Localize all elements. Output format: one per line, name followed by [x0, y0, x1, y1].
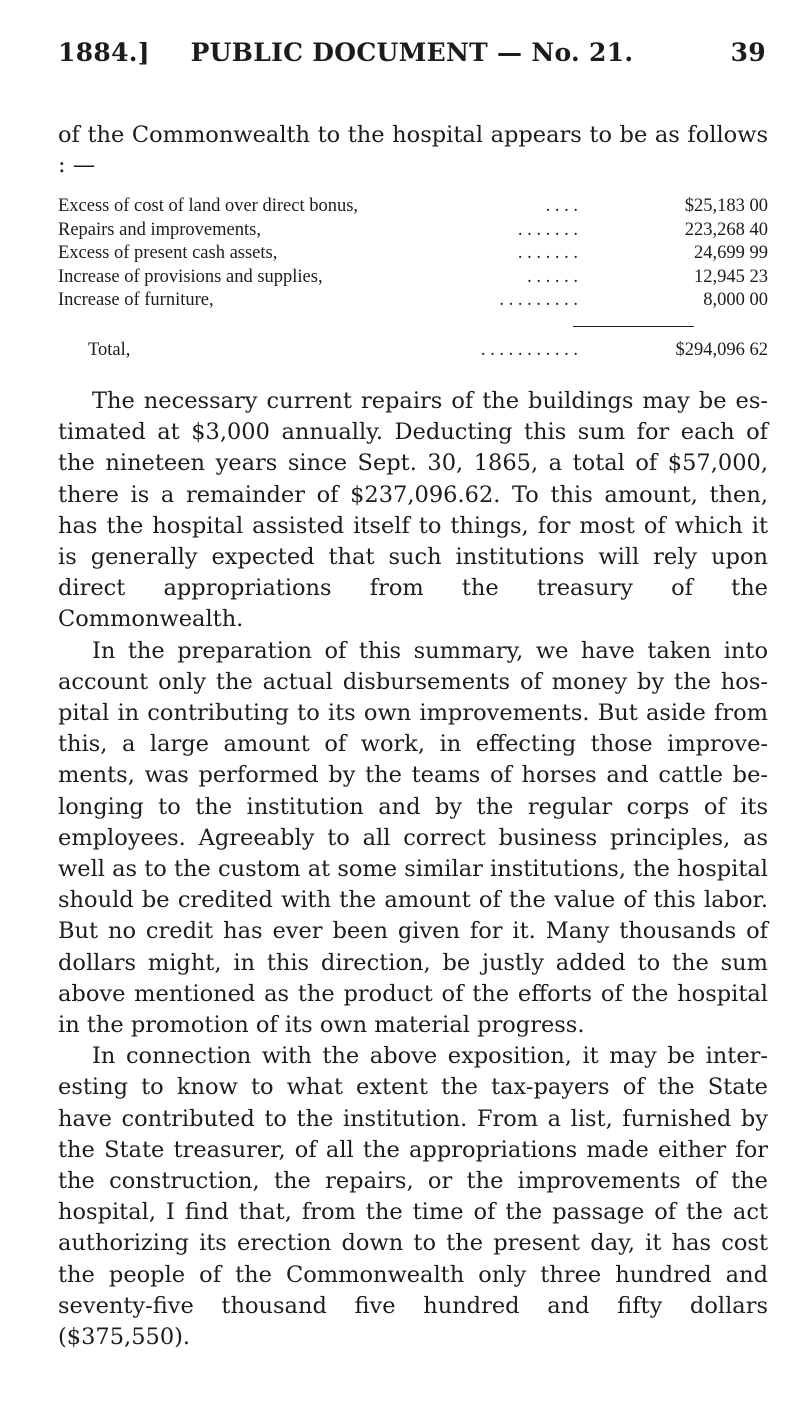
row-leader: . . . .: [545, 196, 578, 216]
row-leader: . . . . . . .: [517, 243, 578, 263]
row-amount: 24,699 99: [694, 243, 768, 263]
row-leader: . . . . . . . . .: [499, 290, 578, 310]
total-row: [58, 340, 768, 366]
row-amount: 8,000 00: [703, 290, 768, 310]
row-amount: 223,268 40: [684, 219, 768, 240]
total-leader: . . . . . . . . . . .: [480, 340, 578, 360]
paragraph: In the preparation of this summary, we have taken into account only the actual disbursements of money by the hospital in contributing to its own improvements. But aside from this, a large amount of work, in effecting those improvements, was performed by the teams of horses and cattle belonging to the institution and by the regular corps of its employees. Agreeably to all correct business principles, as well as to the custom at some similar institutions, the hospital should be credited with the amount of the value of this labor. But no credit has ever been given for it. Many thousands of dollars might, in this direction, be justly added to the sum above mentioned as the product of the efforts of the hospital in the promotion of its own material progress.: [58, 637, 768, 1039]
row-leader: . . . . . . .: [517, 219, 578, 240]
sum-rule: [573, 326, 694, 327]
row-label: Repairs and improvements,: [58, 219, 261, 240]
table-row: [58, 196, 768, 220]
total-amount: $294,096 62: [675, 340, 768, 360]
body-text: [58, 386, 768, 1353]
page-number: 39: [730, 38, 766, 67]
total-label: Total,: [88, 340, 131, 360]
row-label: Excess of cost of land over direct bonus,: [58, 196, 359, 216]
paragraph: In connection with the above exposition, it may be interesting to know to what extent the tax-payers of the State have contributed to the institution. From a list, furnished by the State treasurer, of all the appropriations made either for the construction, the repairs, or the improvements of the hospital, I find that, from the time of the passage of the act authorizing its erection down to the present day, it has cost the people of the Commonwealth only three hundred and seventy-five thousand five hundred and fifty dollars ($375,550).: [58, 1043, 768, 1351]
row-label: Increase of provisions and supplies,: [58, 266, 323, 287]
header-year: 1884.]: [58, 38, 150, 67]
row-amount: 12,945 23: [694, 266, 768, 287]
row-amount: $25,183 00: [684, 196, 768, 216]
table-row: [58, 267, 768, 291]
table-row: [58, 220, 768, 244]
row-label: Excess of present cash assets,: [58, 243, 278, 263]
summary-table: [58, 196, 768, 314]
row-label: Increase of furniture,: [58, 290, 214, 310]
table-row: [58, 243, 768, 267]
table-row: [58, 290, 768, 314]
paragraph: The necessary current repairs of the buildings may be estimated at $3,000 annually. Deducting this sum for each of the nineteen years since Sept. 30, 1865, a total of $57,000, there is a remainder of $237,096.62. To this amount, then, has the hospital assisted itself to things, for most of which it is generally expected that such institutions will rely upon direct appropriations from the treasury of the Commonwealth.: [58, 388, 768, 633]
intro-text: of the Commonwealth to the hospital appears to be as follows : —: [58, 122, 768, 178]
running-header: [58, 38, 766, 78]
header-title: PUBLIC DOCUMENT — No. 21.: [190, 38, 634, 67]
row-leader: . . . . . .: [527, 266, 578, 287]
